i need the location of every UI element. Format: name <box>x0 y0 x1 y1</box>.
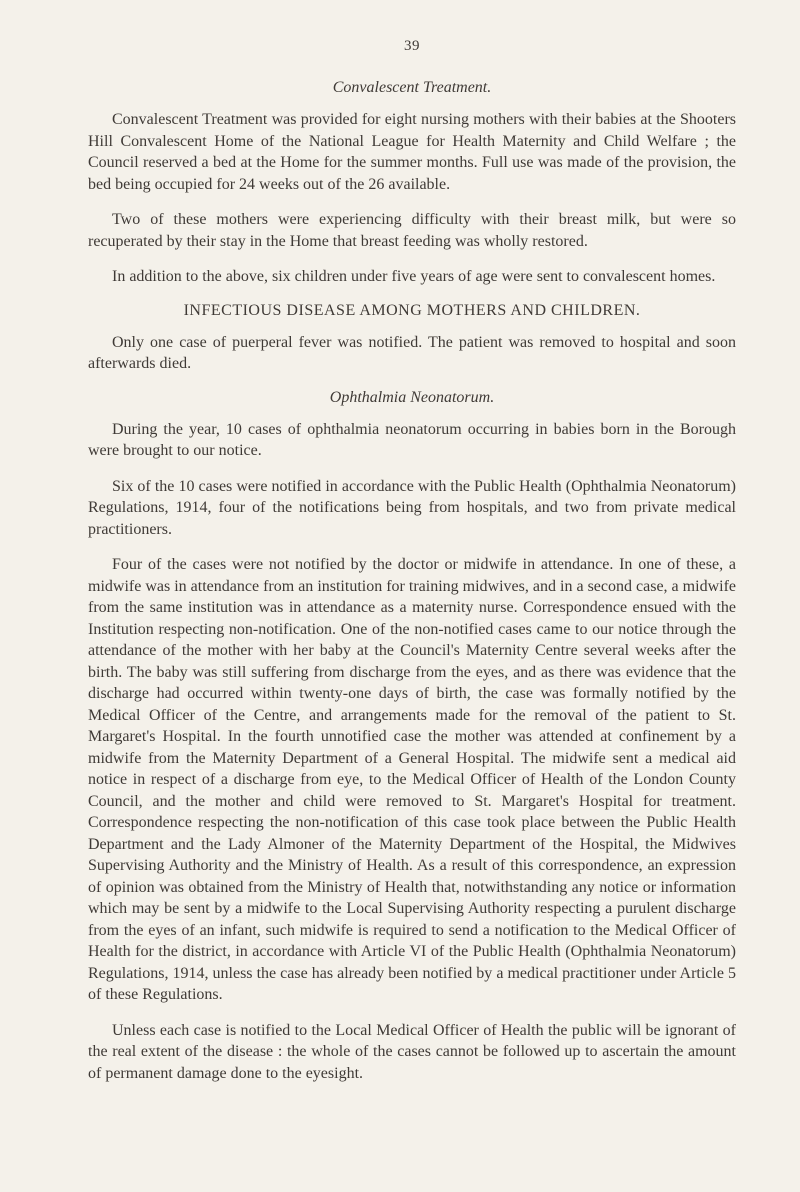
page-number: 39 <box>404 38 420 54</box>
ophthalmia-heading: Ophthalmia Neonatorum. <box>329 388 495 406</box>
convalescent-paragraph-2: Two of these mothers were experiencing difficulty with their breast milk, but were so recuperated by their stay in the Home that breast feeding was wholly restored. <box>88 211 736 250</box>
ophthalmia-paragraph-1: During the year, 10 cases of ophthalmia neonatorum occurring in babies born in the Borough were brought to our notice. <box>88 420 736 459</box>
infectious-paragraph-1: Only one case of puerperal fever was notified. The patient was removed to hospital and soon afterwards died. <box>88 333 736 372</box>
convalescent-heading: Convalescent Treatment. <box>332 79 492 96</box>
ophthalmia-paragraph-4: Unless each case is notified to the Local Medical Officer of Health the public will be ignorant of the real extent of the disease : the whole of the cases cannot be followed up to ascertain the amount of permanent damage done to the eyesight. <box>88 1021 736 1082</box>
convalescent-paragraph-1: Convalescent Treatment was provided for eight nursing mothers with their babies at the Shooters Hill Convalescent Home of the National League for Health Maternity and Child Welfare ; the Council reserved a bed at the Home for the summer months. Full use was made of the provision, the bed being occupied for 24 weeks out of the 26 available. <box>88 111 736 193</box>
ophthalmia-paragraph-2: Six of the 10 cases were notified in accordance with the Public Health (Ophthalmia Neonatorum) Regulations, 1914, four of the notifications being from hospitals, and two from private medical practitioners. <box>88 477 736 538</box>
convalescent-paragraph-3: In addition to the above, six children under five years of age were sent to convalescent homes. <box>112 268 716 285</box>
infectious-disease-heading: INFECTIOUS DISEASE AMONG MOTHERS AND CHILDREN. <box>183 301 641 319</box>
ophthalmia-paragraph-3: Four of the cases were not notified by the doctor or midwife in attendance. In one of these, a midwife was in attendance from an institution for training midwives, and in a second case, a midwife from the same institution was in attendance as a maternity nurse. Correspondence ensued with the Institution respecting non-notification. One of the non-notified cases came to our notice through the attendance of the mother with her baby at the Council's Maternity Centre several weeks after the birth. The baby was still suffering from discharge from the eyes, and as there was evidence that the discharge had occurred within twenty-one days of birth, the case was formally notified by the Medical Officer of the Centre, and arrangements made for the removal of the patient to St. Margaret's Hospital. In the fourth unnotified case the mother was attended at confinement by a midwife from the Maternity Department of a General Hospital. The midwife sent a medical aid notice in respect of a discharge from eye, to the Medical Officer of Health of the London County Council, and the mother and child were removed to St. Margaret's Hospital for treatment. Correspondence respecting the non-notification of this case took place between the Public Health Department and the Lady Almoner of the Maternity Department of the Hospital, the Midwives Supervising Authority and the Ministry of Health. As a result of this correspondence, an expression of opinion was obtained from the Ministry of Health that, notwithstanding any notice or information which may be sent by a midwife to the Local Supervising Authority respecting a purulent discharge from the eyes of an infant, such midwife is required to send a notification to the Medical Officer of Health for the district, in accordance with Article VI of the Public Health (Ophthalmia Neonatorum) Regulations, 1914, unless the case has already been notified by a medical practitioner under Article 5 of these Regulations. <box>88 556 736 1003</box>
